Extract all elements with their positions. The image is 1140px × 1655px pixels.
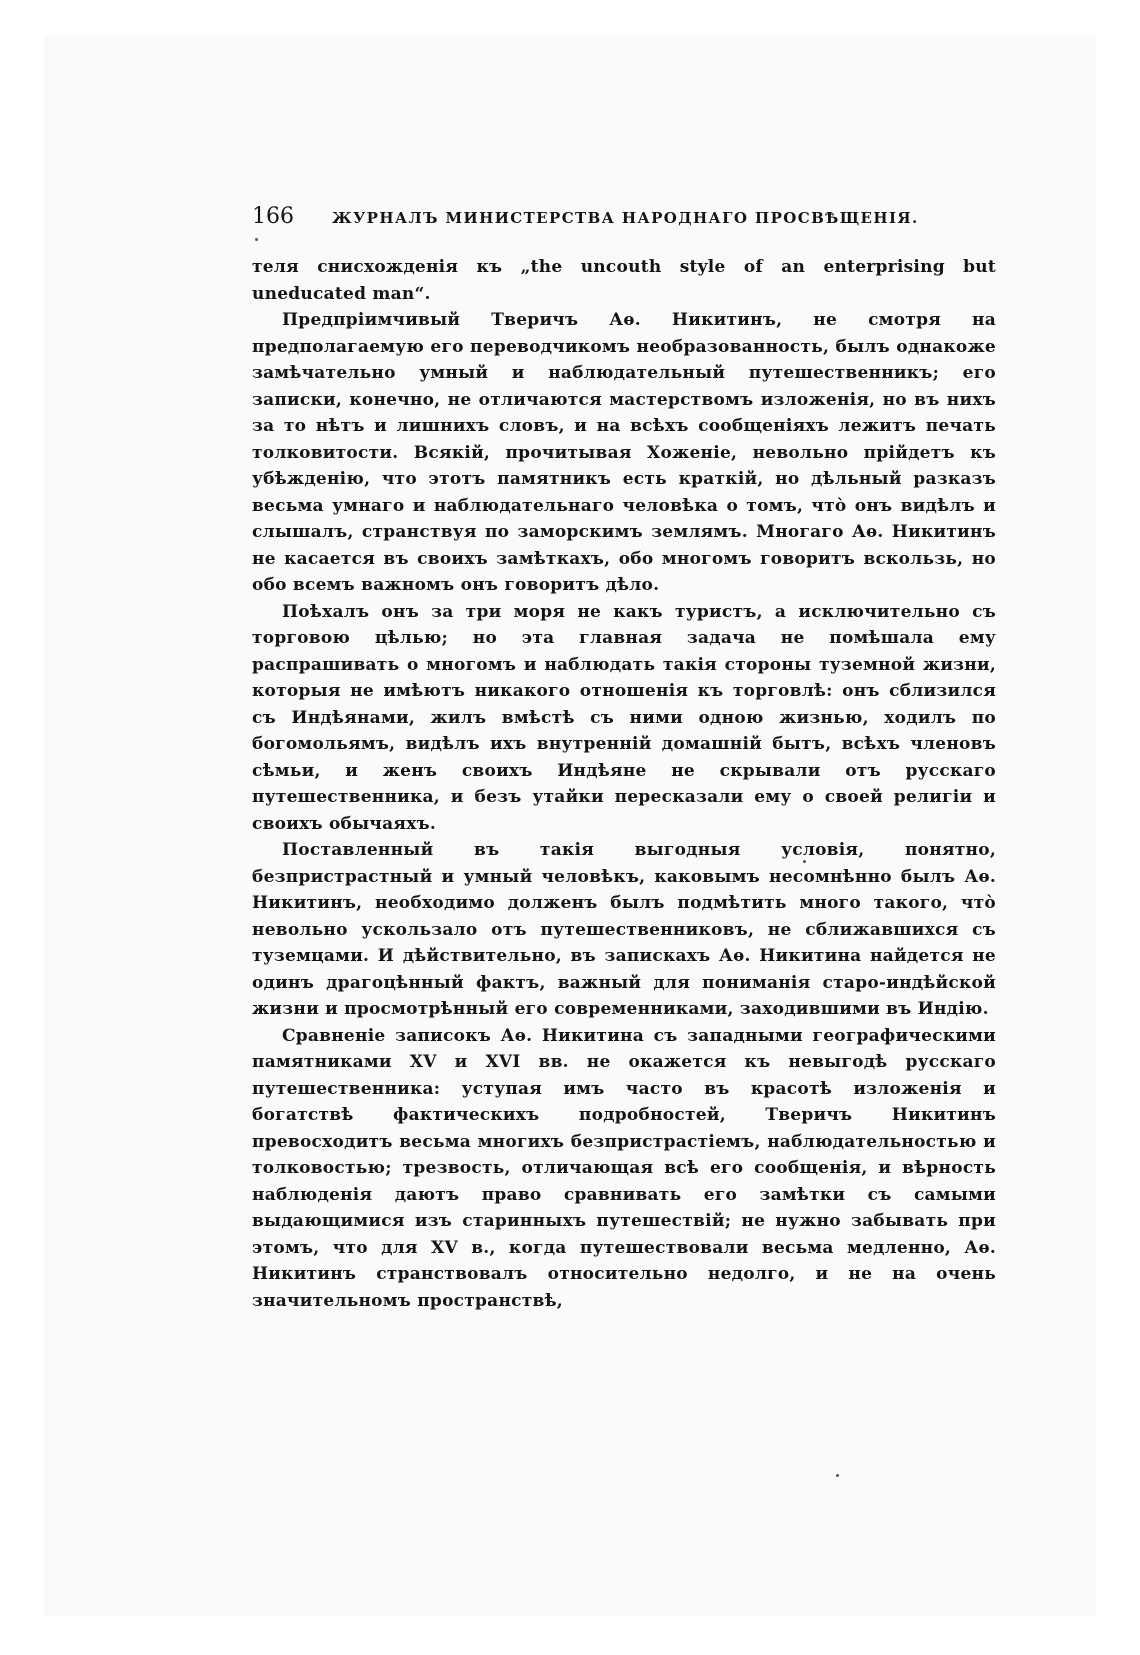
scan-speck (836, 1474, 839, 1477)
scan-speck (803, 860, 806, 863)
book-page (252, 204, 996, 1314)
paragraph-3: Поѣхалъ онъ за три моря не какъ туристъ, а исключительно съ торговою цѣлью; но эта главная задача не помѣшала ему распрашивать о многомъ и наблюдать такія стороны туземной жизни, которыя не имѣютъ никакого отношенія къ торговлѣ: онъ сблизился съ Индѣянами, жилъ вмѣстѣ съ ними одною жизнью, ходилъ по богомольямъ, видѣлъ ихъ внутренній домашній бытъ, всѣхъ членовъ сѣмьи, и женъ своихъ Индѣяне не скрывали отъ русскаго путешественника, и безъ утайки пересказали ему о своей религіи и своихъ обычаяхъ. (252, 601, 996, 834)
paragraph-4: Поставленный въ такія выгодныя условія, понятно, безпристрастный и умный человѣкъ, каковымъ несомнѣнно былъ Аѳ. Никитинъ, необходимо долженъ былъ подмѣтить много такого, что̀ невольно ускользало отъ путешественниковъ, не сближавшихся съ туземцами. И дѣйствительно, въ запискахъ Аѳ. Никитина найдется не одинъ драгоцѣнный фактъ, важный для пониманія старо-индѣйской жизни и просмотрѣнный его современниками, заходившими въ Индію. (252, 840, 996, 1019)
paragraph-1: теля снисхожденія къ „the uncouth style of an enterprising but uneducated man“. (252, 257, 996, 304)
body-text (252, 254, 996, 1314)
page-number: 166 (252, 204, 294, 229)
page-header (252, 204, 996, 234)
running-title: ЖУРНАЛЪ МИНИСТЕРСТВА НАРОДНАГО ПРОСВѢЩЕНІЯ. (332, 209, 919, 227)
paragraph-5: Сравненіе записокъ Аѳ. Никитина съ западными географическими памятниками XV и XVI вв. не окажется къ невыгодѣ русскаго путешественника: уступая имъ часто въ красотѣ изложенія и богатствѣ фактическихъ подробностей, Тверичъ Никитинъ превосходитъ весьма многихъ безпристрастіемъ, наблюдательностью и толковостью; трезвость, отличающая всѣ его сообщенія, и вѣрность наблюденія даютъ право сравнивать его замѣтки съ самыми выдающимися изъ старинныхъ путешествій; не нужно забывать при этомъ, что для XV в., когда путешествовали весьма медленно, Аѳ. Никитинъ странствовалъ относительно недолго, и не на очень значительномъ пространствѣ, (252, 1025, 996, 1311)
paragraph-2: Предпріимчивый Тверичъ Аѳ. Никитинъ, не смотря на предполагаемую его переводчикомъ необразованность, былъ однакоже замѣчательно умный и наблюдательный путешественникъ; его записки, конечно, не отличаются мастерствомъ изложенія, но въ нихъ за то нѣтъ и лишнихъ словъ, и на всѣхъ сообщеніяхъ лежитъ печать толковитости. Всякій, прочитывая Хоженіе, невольно прійдетъ къ убѣжденію, что этотъ памятникъ есть краткій, но дѣльный разказъ весьма умнаго и наблюдательнаго человѣка о томъ, что̀ онъ видѣлъ и слышалъ, странствуя по заморскимъ землямъ. Многаго Аѳ. Никитинъ не касается въ своихъ замѣткахъ, обо многомъ говоритъ вскользь, но обо всемъ важномъ онъ говоритъ дѣло. (252, 310, 996, 595)
scan-speck (255, 238, 258, 241)
